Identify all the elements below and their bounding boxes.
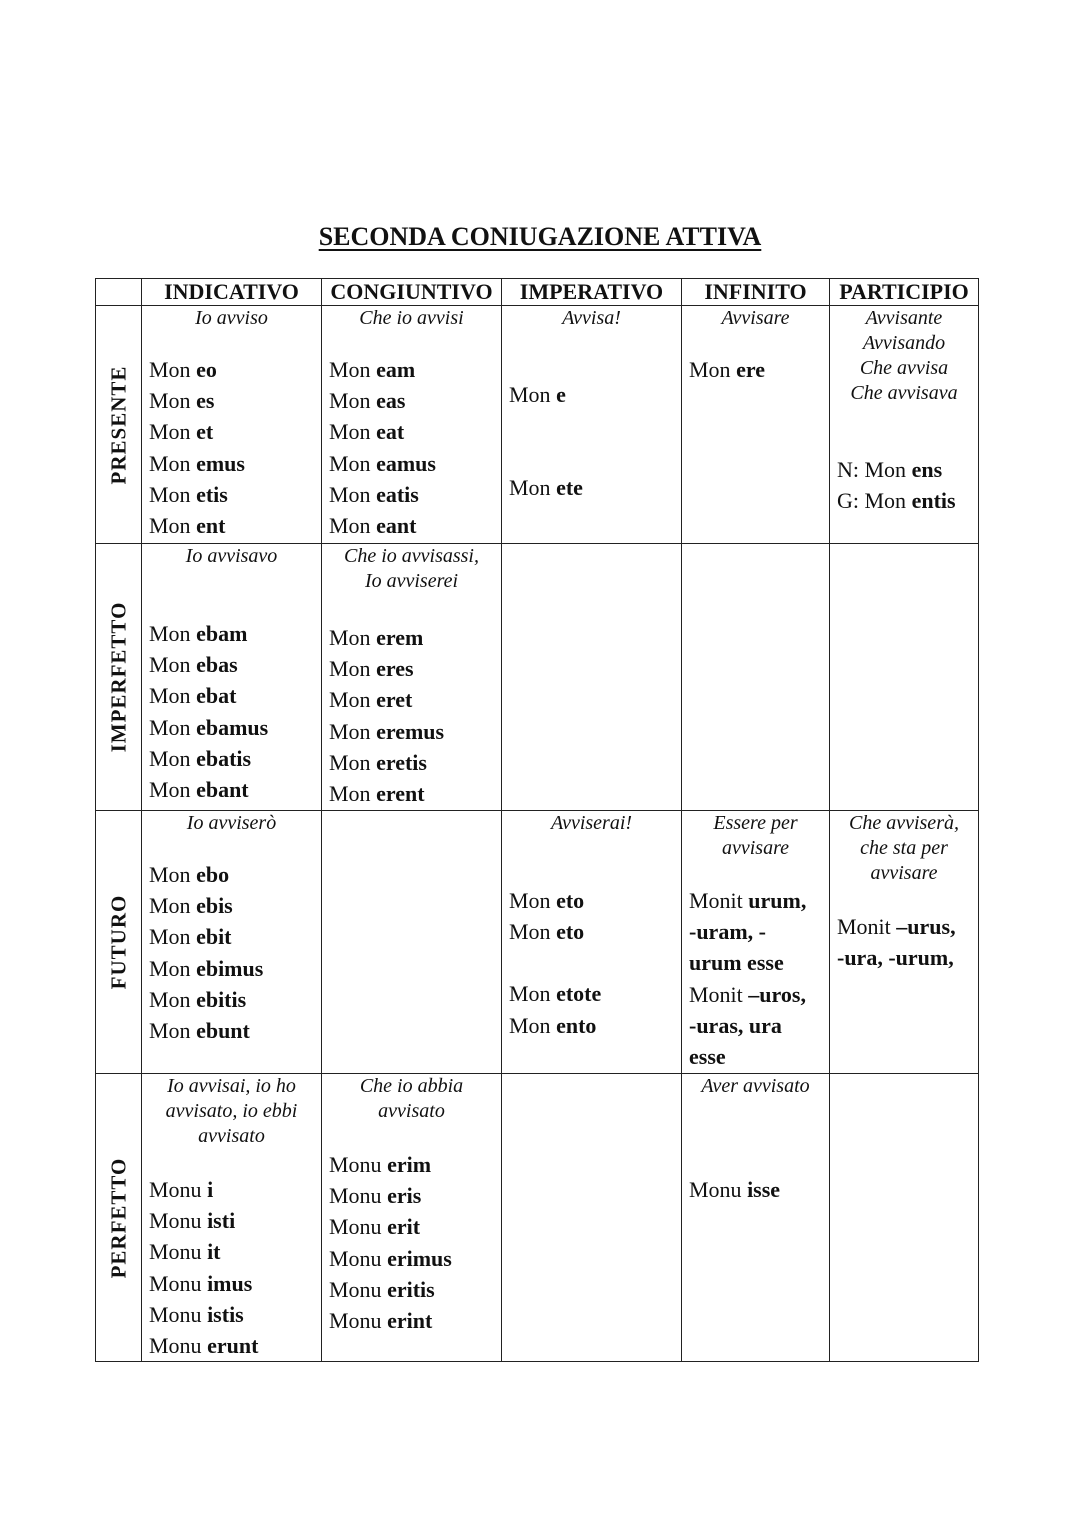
- forms-list: [689, 885, 825, 1072]
- form-line: [329, 1211, 497, 1242]
- stem: Mon: [149, 652, 197, 678]
- cell-perfetto-infinito: [682, 1074, 830, 1362]
- stem: Mon: [149, 745, 197, 771]
- gloss-line: Che io avvisassi,: [344, 545, 479, 567]
- conjugation-table: [95, 278, 979, 1362]
- ending: etote: [556, 981, 602, 1007]
- ending: eritis: [387, 1276, 435, 1302]
- stem: Mon: [329, 718, 377, 744]
- ending: i: [207, 1177, 214, 1202]
- ending: eretis: [376, 749, 427, 775]
- cell-futuro-infinito: [682, 811, 830, 1074]
- form-line: [149, 1330, 317, 1361]
- form-line: [149, 416, 317, 447]
- ending: ebis: [196, 893, 233, 919]
- form-line: [149, 743, 317, 774]
- ending: erit: [387, 1214, 421, 1240]
- form-line: [509, 1010, 677, 1041]
- form-line: [689, 1174, 825, 1205]
- stem: Mon: [149, 450, 197, 476]
- ending: istis: [207, 1301, 244, 1327]
- gloss-line: avvisare: [870, 862, 938, 884]
- stem: Mon: [509, 382, 557, 407]
- form-line: [149, 1236, 317, 1267]
- stem: Mon: [509, 888, 557, 913]
- cell-presente-congiuntivo: [322, 306, 502, 544]
- ending: imus: [207, 1270, 253, 1296]
- form-line: [329, 1243, 497, 1274]
- ending: -ura, -urum,: [837, 945, 954, 971]
- ending: ebo: [196, 862, 230, 887]
- ending: erunt: [207, 1333, 259, 1359]
- gloss-line: Io avvisai, io ho: [167, 1075, 296, 1097]
- form-line: [149, 984, 317, 1015]
- gloss-line: avvisato, io ebbi: [165, 1100, 298, 1122]
- stem: G: Mon: [837, 488, 912, 514]
- stem: Mon: [329, 513, 377, 539]
- stem: Mon: [509, 1012, 557, 1038]
- table-row-imperfetto: [96, 544, 979, 811]
- form-line: [149, 1205, 317, 1236]
- ending: entis: [911, 488, 956, 514]
- form-line: [149, 859, 317, 890]
- gloss: Avvisare: [721, 307, 790, 329]
- ending: e: [556, 382, 566, 407]
- forms-list: [149, 354, 317, 541]
- cell-perfetto-congiuntivo: [322, 1074, 502, 1362]
- ending: ento: [556, 1012, 597, 1038]
- stem: Mon: [329, 687, 377, 713]
- table-row-presente: [96, 306, 979, 544]
- cell-presente-participio: [830, 306, 979, 544]
- stem: Monu: [329, 1308, 388, 1334]
- gloss: Io avviso: [195, 307, 268, 329]
- stem: Mon: [329, 481, 377, 507]
- stem: Monu: [149, 1239, 208, 1265]
- form-line: [689, 354, 825, 385]
- ending: erent: [376, 781, 425, 807]
- form-line: [149, 385, 317, 416]
- form-line: [149, 649, 317, 680]
- forms-list: [329, 354, 497, 541]
- header-indicativo: INDICATIVO: [142, 279, 322, 306]
- stem: Monu: [329, 1245, 388, 1271]
- ending: erem: [376, 625, 424, 650]
- form-line: [689, 916, 825, 947]
- stem: Mon: [149, 513, 197, 539]
- form-line: [149, 1299, 317, 1330]
- gloss-line: Essere per: [713, 812, 798, 834]
- stem: Monu: [149, 1208, 208, 1234]
- stem: Mon: [149, 893, 197, 919]
- form-line: [329, 778, 497, 809]
- ending: ebas: [196, 652, 238, 678]
- gloss: [830, 811, 978, 886]
- form-line: [149, 1015, 317, 1046]
- ending: eres: [376, 656, 414, 682]
- ending: eatis: [376, 481, 419, 507]
- stem: Mon: [149, 357, 197, 382]
- form-line: [329, 416, 497, 447]
- ending: –uros,: [748, 981, 806, 1007]
- ending: ete: [556, 475, 583, 501]
- form-line: [837, 485, 974, 516]
- stem: Mon: [149, 714, 197, 740]
- cell-perfetto-imperativo: [502, 1074, 682, 1362]
- forms-list: [149, 618, 317, 805]
- form-line: [329, 1149, 497, 1180]
- gloss: Che io avvisi: [359, 307, 464, 329]
- stem: Monu: [329, 1214, 388, 1240]
- forms-list: [509, 379, 677, 503]
- forms-list: [689, 1174, 825, 1205]
- ending: urum esse: [689, 950, 784, 976]
- ending: eremus: [376, 718, 445, 744]
- forms-list: [149, 859, 317, 1046]
- page-title: SECONDA CONIUGAZIONE ATTIVA: [318, 222, 762, 251]
- gloss: Aver avvisato: [701, 1075, 810, 1097]
- form-line: [149, 890, 317, 921]
- ending: it: [207, 1239, 221, 1265]
- cell-presente-infinito: [682, 306, 830, 544]
- form-line: [149, 680, 317, 711]
- form-line: [329, 354, 497, 385]
- ending: ebant: [196, 777, 249, 803]
- ending: ebam: [196, 621, 248, 646]
- gloss-line: Che io abbia: [359, 1075, 464, 1097]
- form-line: [329, 747, 497, 778]
- form-line: [329, 510, 497, 541]
- form-line: [689, 1041, 825, 1072]
- form-line: [329, 1274, 497, 1305]
- stem: Mon: [329, 419, 377, 445]
- stem: Mon: [689, 357, 737, 382]
- form-line: [689, 1010, 825, 1041]
- form-line: [837, 454, 974, 485]
- row-label-futuro: FUTURO: [96, 811, 142, 1074]
- form-line: [837, 911, 974, 942]
- stem: Mon: [329, 656, 377, 682]
- form-line: [509, 885, 677, 916]
- gloss-line: Che avviserà,: [849, 812, 959, 834]
- stem: Monit: [689, 888, 749, 913]
- forms-list: [689, 354, 825, 385]
- gloss-line: avvisare: [721, 837, 789, 859]
- ending: urum,: [748, 888, 807, 913]
- stem: Mon: [149, 1018, 197, 1044]
- ending: erint: [387, 1308, 433, 1334]
- stem: Monu: [329, 1152, 388, 1177]
- stem: Mon: [149, 388, 197, 414]
- ending: ebamus: [196, 714, 269, 740]
- header-congiuntivo: CONGIUNTIVO: [322, 279, 502, 306]
- stem: Mon: [149, 986, 197, 1012]
- ending: eto: [556, 888, 585, 913]
- ending: ere: [736, 357, 765, 382]
- cell-imperfetto-infinito: [682, 544, 830, 811]
- stem: Monu: [149, 1177, 208, 1202]
- ending: ens: [911, 457, 943, 482]
- ending: esse: [689, 1044, 726, 1070]
- gloss-line: Che avvisa: [859, 357, 949, 379]
- stem: Monu: [329, 1276, 388, 1302]
- form-line: [689, 979, 825, 1010]
- cell-imperfetto-congiuntivo: [322, 544, 502, 811]
- stem: Monu: [149, 1301, 208, 1327]
- ending: es: [196, 388, 215, 414]
- stem: Monu: [329, 1183, 388, 1209]
- stem: Mon: [149, 955, 197, 981]
- ending: et: [196, 419, 214, 445]
- form-line: [149, 479, 317, 510]
- stem: Mon: [329, 357, 377, 382]
- forms-list: [149, 1174, 317, 1361]
- form-line: [329, 1305, 497, 1336]
- form-line: [329, 622, 497, 653]
- form-line: [149, 712, 317, 743]
- form-line: [149, 921, 317, 952]
- ending: isti: [207, 1208, 236, 1234]
- form-line: [837, 942, 974, 973]
- gloss: Io avvisavo: [185, 545, 278, 567]
- stem: Monit: [689, 981, 749, 1007]
- ending: etis: [196, 481, 228, 507]
- ending: ebit: [196, 924, 232, 950]
- ending: ebitis: [196, 986, 247, 1012]
- form-line: [149, 354, 317, 385]
- form-line: [329, 1180, 497, 1211]
- ending: eret: [376, 687, 413, 713]
- ending: ebimus: [196, 955, 264, 981]
- stem: Mon: [329, 388, 377, 414]
- form-line: [329, 653, 497, 684]
- form-line: [329, 684, 497, 715]
- header-participio: PARTICIPIO: [830, 279, 979, 306]
- form-line: [329, 716, 497, 747]
- ending: -uram, -: [689, 919, 766, 945]
- cell-imperfetto-imperativo: [502, 544, 682, 811]
- stem: Monit: [837, 914, 897, 939]
- table-row-perfetto: [96, 1074, 979, 1362]
- form-line: [149, 953, 317, 984]
- header-row: [96, 279, 979, 306]
- stem: Mon: [149, 862, 197, 887]
- cell-perfetto-indicativo: [142, 1074, 322, 1362]
- stem: Monu: [689, 1177, 748, 1202]
- gloss-line: che sta per: [860, 837, 948, 859]
- stem: Mon: [149, 419, 197, 445]
- stem: N: Mon: [837, 457, 912, 482]
- gloss-line: avvisato: [198, 1125, 265, 1147]
- ending: ebatis: [196, 745, 252, 771]
- form-line: [149, 510, 317, 541]
- gloss-line: Avvisante: [865, 307, 943, 329]
- ending: eamus: [376, 450, 436, 476]
- stem: Mon: [149, 924, 197, 950]
- cell-imperfetto-indicativo: [142, 544, 322, 811]
- cell-futuro-indicativo: [142, 811, 322, 1074]
- cell-futuro-participio: [830, 811, 979, 1074]
- stem: Mon: [149, 621, 197, 646]
- form-line: [509, 978, 677, 1009]
- stem: Mon: [149, 683, 197, 709]
- gloss-line: Avvisando: [862, 332, 946, 354]
- gloss: Io avviserò: [186, 812, 277, 834]
- form-line: [149, 618, 317, 649]
- stem: Mon: [329, 749, 377, 775]
- stem: Mon: [509, 475, 557, 501]
- ending: –urus,: [896, 914, 956, 939]
- cell-presente-indicativo: [142, 306, 322, 544]
- ending: eris: [387, 1183, 422, 1209]
- form-line: [329, 448, 497, 479]
- ending: eas: [376, 388, 406, 414]
- ending: eam: [376, 357, 416, 382]
- ending: isse: [747, 1177, 781, 1202]
- gloss-line: avvisato: [378, 1100, 445, 1122]
- row-label-perfetto: PERFETTO: [96, 1074, 142, 1362]
- gloss: [322, 1074, 501, 1124]
- form-line: [149, 1174, 317, 1205]
- ending: eto: [556, 919, 585, 945]
- stem: Mon: [509, 919, 557, 945]
- cell-presente-imperativo: [502, 306, 682, 544]
- form-line: [689, 947, 825, 978]
- form-line: [689, 885, 825, 916]
- header-infinito: INFINITO: [682, 279, 830, 306]
- ending: eo: [196, 357, 217, 382]
- ending: eat: [376, 419, 405, 445]
- row-label-presente: PRESENTE: [96, 306, 142, 544]
- forms-list: [329, 622, 497, 809]
- stem: Mon: [329, 625, 377, 650]
- forms-list: [329, 1149, 497, 1336]
- gloss: [142, 1074, 321, 1149]
- gloss: Avviserai!: [550, 812, 633, 834]
- cell-futuro-imperativo: [502, 811, 682, 1074]
- forms-list: [509, 885, 677, 1041]
- form-line: [149, 448, 317, 479]
- cell-perfetto-participio: [830, 1074, 979, 1362]
- ending: eant: [376, 513, 417, 539]
- cell-futuro-congiuntivo: [322, 811, 502, 1074]
- gloss: [322, 544, 501, 594]
- gloss: [682, 811, 829, 861]
- stem: Monu: [149, 1333, 208, 1359]
- corner-cell: [96, 279, 142, 306]
- header-imperativo: IMPERATIVO: [502, 279, 682, 306]
- form-line: [509, 379, 677, 410]
- gloss-line: Io avviserei: [364, 570, 459, 592]
- form-line: [149, 774, 317, 805]
- stem: Mon: [329, 450, 377, 476]
- form-line: [509, 472, 677, 503]
- stem: Mon: [149, 481, 197, 507]
- form-line: [509, 916, 677, 947]
- row-label-imperfetto: IMPERFETTO: [96, 544, 142, 811]
- ending: ebunt: [196, 1018, 250, 1044]
- form-line: [149, 1268, 317, 1299]
- stem: Mon: [509, 981, 557, 1007]
- forms-list: [837, 454, 974, 516]
- gloss: [830, 306, 978, 406]
- ending: erimus: [387, 1245, 452, 1271]
- cell-imperfetto-participio: [830, 544, 979, 811]
- form-line: [329, 479, 497, 510]
- forms-list: [837, 911, 974, 973]
- ending: ent: [196, 513, 226, 539]
- ending: ebat: [196, 683, 237, 709]
- stem: Mon: [329, 781, 377, 807]
- ending: -uras, ura: [689, 1012, 782, 1038]
- form-line: [329, 385, 497, 416]
- stem: Mon: [149, 777, 197, 803]
- gloss: Avvisa!: [562, 307, 621, 329]
- stem: Monu: [149, 1270, 208, 1296]
- gloss-line: Che avvisava: [850, 382, 958, 404]
- table-row-futuro: [96, 811, 979, 1074]
- ending: emus: [196, 450, 245, 476]
- ending: erim: [387, 1152, 432, 1177]
